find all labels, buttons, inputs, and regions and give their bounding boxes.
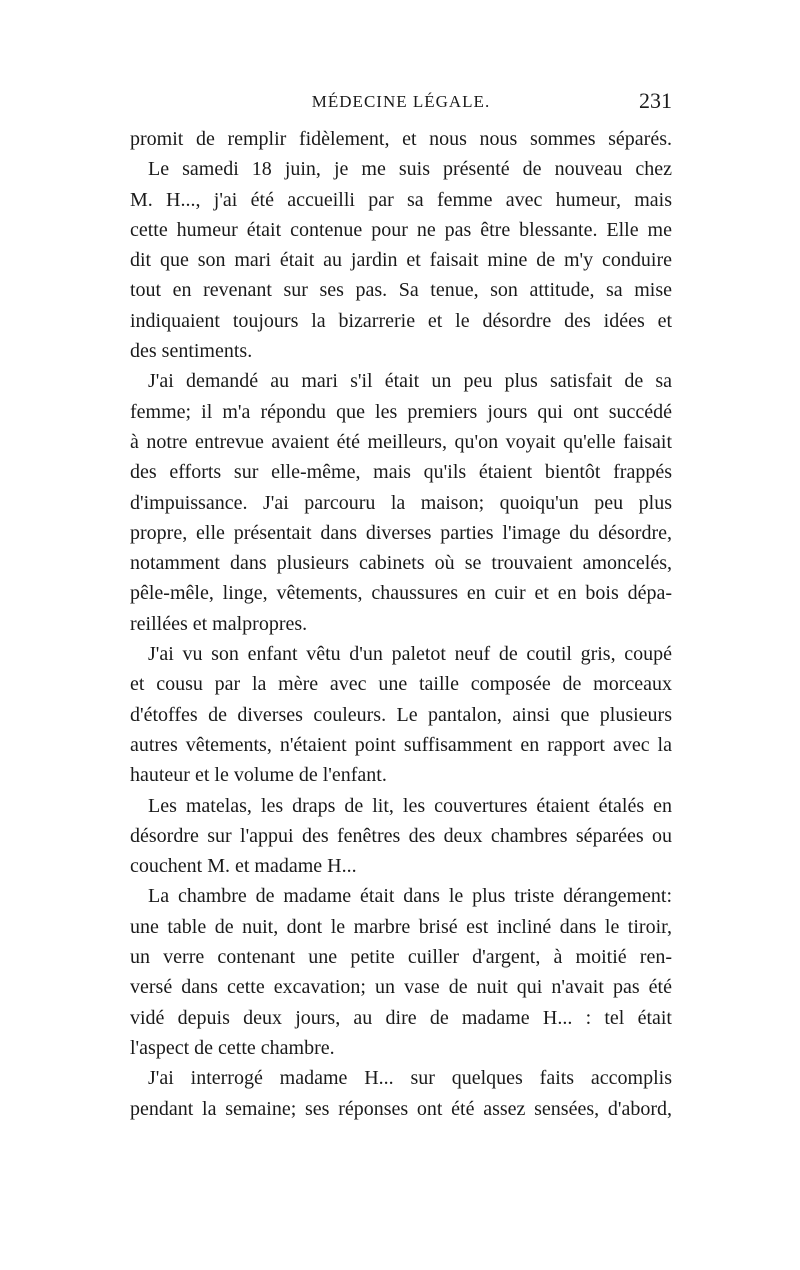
text-line: J'ai demandé au mari s'il était un peu plus satisfait de sa [148, 370, 672, 393]
text-line: M. H..., j'ai été accueilli par sa femme avec humeur, mais [130, 188, 672, 211]
text-line: désordre sur l'appui des fenêtres des deux chambres séparées ou [130, 824, 672, 847]
text-line: indiquaient toujours la bizarrerie et le désordre des idées et [130, 309, 672, 332]
text-line: reillées et malpropres. [130, 612, 308, 635]
text-line: autres vêtements, n'étaient point suffisamment en rapport avec la [130, 733, 672, 756]
text-line: hauteur et le volume de l'enfant. [130, 764, 387, 787]
text-line: un verre contenant une petite cuiller d'argent, à moitié ren- [130, 946, 672, 969]
text-line: femme; il m'a répondu que les premiers jours qui ont succédé [130, 400, 672, 423]
text-line: une table de nuit, dont le marbre brisé est incliné dans le tiroir, [130, 915, 672, 938]
text-line: Les matelas, les draps de lit, les couvertures étaient étalés en [148, 794, 672, 817]
text-line: à notre entrevue avaient été meilleurs, qu'on voyait qu'elle faisait [130, 430, 672, 453]
text-line: et cousu par la mère avec une taille composée de morceaux [130, 673, 672, 696]
text-line: l'aspect de cette chambre. [130, 1036, 335, 1059]
text-line: La chambre de madame était dans le plus triste dérangement: [148, 885, 672, 908]
text-line: tout en revenant sur ses pas. Sa tenue, son attitude, sa mise [130, 279, 672, 302]
text-line: dit que son mari était au jardin et faisait mine de m'y conduire [130, 249, 672, 272]
text-line: pendant la semaine; ses réponses ont été assez sensées, d'abord, [130, 1097, 672, 1120]
text-line: versé dans cette excavation; un vase de nuit qui n'avait pas été [130, 976, 672, 999]
text-line: promit de remplir fidèlement, et nous nous sommes séparés. [130, 128, 672, 150]
text-line: couchent M. et madame H... [130, 855, 357, 878]
text-line: des efforts sur elle-même, mais qu'ils étaient bientôt frappés [130, 461, 672, 484]
text-line: d'étoffes de diverses couleurs. Le pantalon, ainsi que plusieurs [130, 703, 672, 726]
running-header [130, 86, 672, 120]
text-line: des sentiments. [130, 340, 253, 363]
text-line: Le samedi 18 juin, je me suis présenté de nouveau chez [148, 158, 672, 181]
text-line: J'ai vu son enfant vêtu d'un paletot neuf de coutil gris, coupé [148, 643, 672, 666]
page-number: 231 [639, 88, 672, 113]
body-text [130, 124, 672, 1124]
text-line: notamment dans plusieurs cabinets où se trouvaient amoncelés, [130, 552, 672, 575]
running-title: MÉDECINE LÉGALE. [311, 92, 491, 111]
text-line: d'impuissance. J'ai parcouru la maison; quoiqu'un peu plus [130, 491, 672, 514]
text-line: vidé depuis deux jours, au dire de madame H... : tel était [130, 1006, 672, 1029]
text-line: propre, elle présentait dans diverses parties l'image du désordre, [130, 521, 672, 544]
text-line: pêle-mêle, linge, vêtements, chaussures en cuir et en bois dépa- [130, 582, 672, 605]
text-line: cette humeur était contenue pour ne pas être blessante. Elle me [130, 218, 672, 241]
text-line: J'ai interrogé madame H... sur quelques faits accomplis [148, 1067, 672, 1090]
